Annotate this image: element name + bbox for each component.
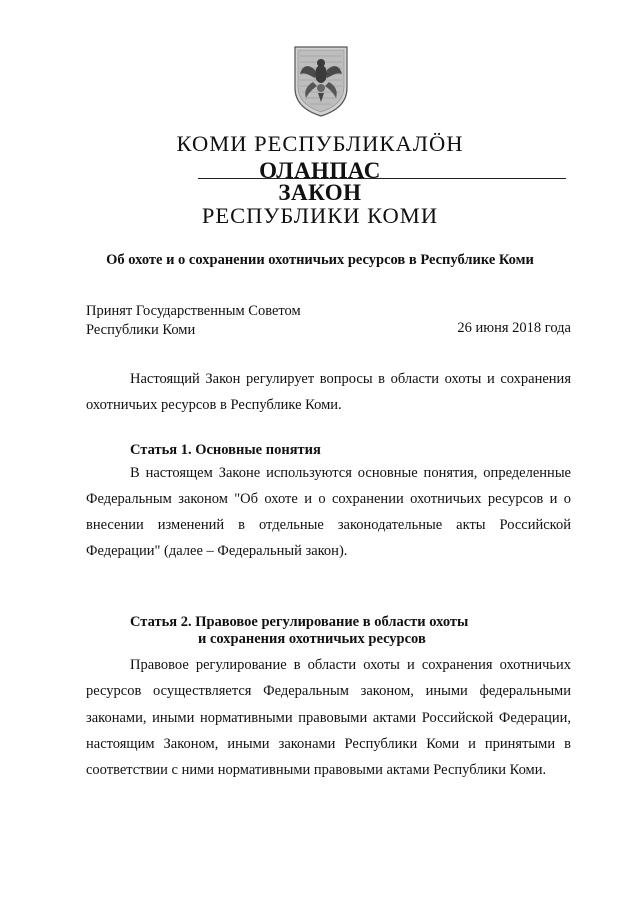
- article-2-text: Правовое регулирование в области охоты и сохранения охотничьих ресурсов осуществляется Федеральным законом, иными федеральными законами, иными нормативными правовыми актами Российской Федерации, настоящим Законом, иными законами Республики Коми и принятыми в соответствии с ними нормативными правовыми актами Республики Коми.: [86, 657, 571, 779]
- adoption-date: 26 июня 2018 года: [457, 320, 571, 336]
- adoption-line-2: Республики Коми: [86, 322, 196, 338]
- article-1-heading: Статья 1. Основные понятия: [130, 442, 321, 458]
- article-2-heading: Статья 2. Правовое регулирование в области охоты: [130, 614, 469, 630]
- law-title: Об охоте и о сохранении охотничьих ресурсов в Республике Коми: [106, 252, 534, 268]
- law-label-komi: ОЛАНПАС: [259, 158, 381, 183]
- article-1-text: В настоящем Законе используются основные понятия, определенные Федеральным законом "Об охоте и о сохранении охотничьих ресурсов и о внесении изменений в отдельные законодательные акты Российской Федерации" (далее – Федеральный закон).: [86, 465, 571, 559]
- law-label-russian: ЗАКОН: [278, 180, 362, 205]
- coat-of-arms-icon: [292, 44, 350, 118]
- adoption-line-1: Принят Государственным Советом: [86, 303, 301, 319]
- adoption-info: [86, 302, 301, 340]
- republic-name-komi: КОМИ РЕСПУБЛИКАЛÖН: [176, 131, 464, 156]
- article-2-heading-continued: и сохранения охотничьих ресурсов: [198, 631, 426, 647]
- intro-paragraph: Настоящий Закон регулирует вопросы в области охоты и сохранения охотничьих ресурсов в Республике Коми.: [86, 371, 571, 413]
- header-divider: [198, 178, 566, 179]
- republic-name-russian: РЕСПУБЛИКИ КОМИ: [201, 203, 439, 228]
